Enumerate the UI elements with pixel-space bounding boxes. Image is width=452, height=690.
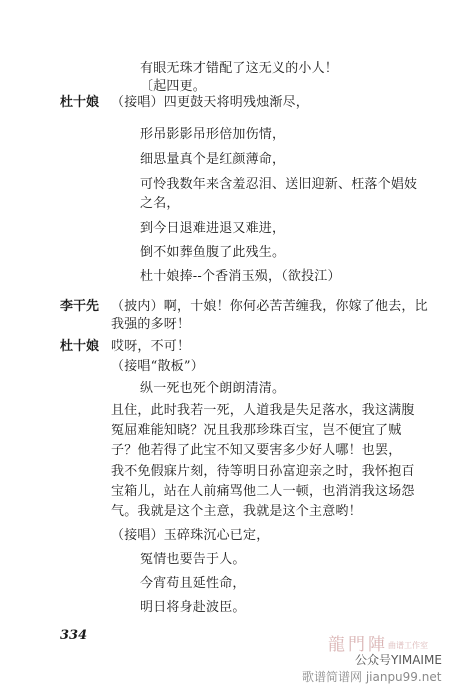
page-number: 334 <box>60 628 88 643</box>
speaker-du-shiniang: 杜十娘 <box>60 95 100 110</box>
stage-direction: （接唱“散板”） <box>111 359 204 374</box>
text-line: 宝箱儿，站在人前痛骂他二人一顿，也消消我这场怨 <box>111 484 415 499</box>
stage-direction: 〔起四更。 <box>140 79 207 94</box>
text-line: （接唱）四更鼓天将明残烛渐尽， <box>111 95 310 110</box>
text-line: 哎呀，不可！ <box>111 339 191 354</box>
text-line: 明日将身赴波臣。 <box>140 600 246 615</box>
text-line: 且住，此时我若一死，人道我是失足落水，我这满腹 <box>111 403 415 418</box>
text-line: 之名， <box>140 196 180 211</box>
text-line: 气。我就是这个主意，我就是这个主意哟！ <box>111 504 362 519</box>
text-line: 形吊影影吊形倍加伤情， <box>140 127 286 142</box>
text-line: 倒不如葬鱼腹了此残生。 <box>140 245 286 260</box>
text-line: 冤情也要告于人。 <box>140 552 246 567</box>
speaker-du-shiniang-2: 杜十娘 <box>60 339 100 354</box>
text-line: 冤屈难能知晓？况且我那珍珠百宝，岂不便宜了贼 <box>111 423 402 438</box>
watermark-logo-small: 曲谱工作室 <box>388 641 428 650</box>
text-line: （接唱）玉碎珠沉心已定， <box>111 528 270 543</box>
watermark-site: 歌谱简谱网 jianpu99.net <box>302 670 442 684</box>
text-line: （披内）啊，十娘！你何必苦苦缠我，你嫁了他去，比 <box>111 299 428 314</box>
text-line: 有眼无珠才错配了这无义的小人！ <box>140 61 339 76</box>
text-line: 今宵苟且延性命， <box>140 576 246 591</box>
watermark-logo-text: 龍門陣 <box>328 635 388 655</box>
text-line: 可怜我数年来含羞忍泪、送旧迎新、枉落个娼妓 <box>140 177 418 192</box>
speaker-li-ganxian: 李干先 <box>60 299 100 314</box>
text-line: 纵一死也死个朗朗清清。 <box>140 381 286 396</box>
watermark-gzh: 公众号YIMAIME <box>355 653 442 667</box>
text-line: 我不免假寐片刻，待等明日孙富迎亲之时，我怀抱百 <box>111 464 415 479</box>
text-line: 杜十娘捧--个香消玉殒，（欲投江） <box>140 269 341 284</box>
text-line: 细思量真个是红颜薄命， <box>140 152 286 167</box>
text-line: 子？他若得了此宝不知又要害多少好人哪！也罢， <box>111 443 402 458</box>
text-line: 到今日退难进退又难进， <box>140 221 286 236</box>
text-line: 我强的多呀！ <box>111 317 191 332</box>
